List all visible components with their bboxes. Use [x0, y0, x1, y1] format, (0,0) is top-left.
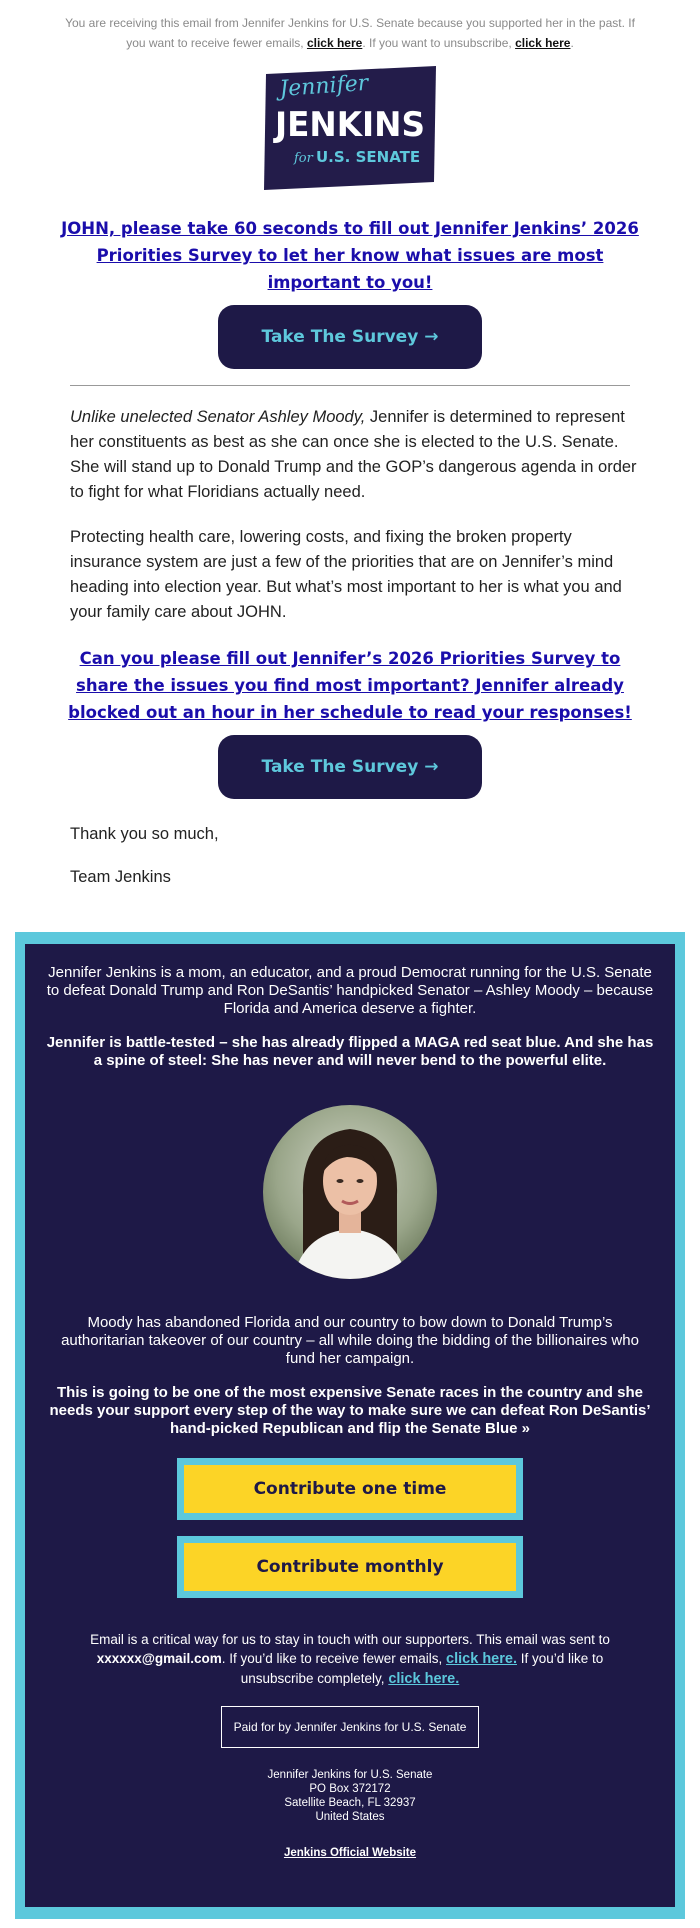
email-notice-text-2: . If you’d like to receive fewer emails,: [221, 1651, 447, 1666]
footer-unsubscribe-link[interactable]: click here.: [388, 1671, 460, 1687]
footer-intro: Jennifer Jenkins is a mom, an educator, and a proud Democrat running for the U.S. Senate to defeat Donald Trump and Ron DeSantis’ handpicked Senator – Ashley Moody – because Florida and America deserve a fighter.: [46, 964, 654, 1017]
footer-battle-tested: Jennifer is battle-tested – she has already flipped a MAGA red seat blue. And she has a spine of steel: She has never and will never bend to the powerful elite.: [46, 1034, 654, 1069]
signoff-team: Team Jenkins: [70, 868, 171, 886]
contribute-one-time-button[interactable]: Contribute one time: [177, 1458, 523, 1520]
logo-script-name: Jennifer: [278, 70, 370, 102]
body-paragraph-1-emphasis: Unlike unelected Senator Ashley Moody,: [70, 408, 366, 426]
footer-fewer-emails-link[interactable]: click here.: [446, 1651, 517, 1667]
preheader-text-3: .: [570, 36, 574, 50]
campaign-logo[interactable]: [260, 66, 440, 190]
body-paragraph-1-text: Jennifer is determined to represent her constituents as best as she can once she is elected to the U.S. Senate. She will stand up to Donald Trump and the GOP’s dangerous agenda in order to fight for what Floridians actually need.: [70, 408, 637, 501]
address-line: United States: [315, 1811, 385, 1823]
footer-moody: Moody has abandoned Florida and our country to bow down to Donald Trump’s authoritarian takeover of our country – all while doing the bidding of the billionaires who fund her campaign.: [61, 1314, 639, 1367]
logo-tagline-office: U.S. SENATE: [316, 148, 421, 166]
footer-email-notice: [65, 1630, 635, 1689]
logo-surname: JENKINS: [273, 105, 425, 145]
footer-panel: [25, 944, 675, 1907]
preheader: [60, 13, 640, 53]
address-line: Jennifer Jenkins for U.S. Senate: [267, 1769, 433, 1781]
take-survey-button-1[interactable]: Take The Survey →: [218, 305, 482, 369]
email-notice-text-1: Email is a critical way for us to stay in touch with our supporters. This email was sent to: [90, 1632, 610, 1647]
divider: [70, 385, 630, 386]
footer-expensive-race: This is going to be one of the most expensive Senate races in the country and she needs your support every step of the way to make sure we can defeat Ron DeSantis’ hand-picked Republican and flip the Senate Blue »: [49, 1384, 651, 1437]
survey-headline-link-1[interactable]: JOHN, please take 60 seconds to fill out Jennifer Jenkins’ 2026 Priorities Survey to let her know what issues are most important to you!: [61, 219, 639, 292]
contribute-monthly-button[interactable]: Contribute monthly: [177, 1536, 523, 1598]
paid-for-box: Paid for by Jennifer Jenkins for U.S. Senate: [221, 1706, 479, 1748]
address-line: Satellite Beach, FL 32937: [284, 1797, 416, 1809]
body-paragraph-2: Protecting health care, lowering costs, and fixing the broken property insurance system are just a few of the priorities that are on Jennifer’s mind heading into election year. But what’s most important to her is what you and your family care about JOHN.: [70, 528, 622, 621]
survey-headline-link-2[interactable]: Can you please fill out Jennifer’s 2026 Priorities Survey to share the issues you find most important? Jennifer already blocked out an hour in her schedule to read your responses!: [68, 649, 632, 722]
preheader-text-2: . If you want to unsubscribe,: [362, 36, 516, 50]
email-notice-text-3: If you’d like to unsubscribe completely,: [240, 1651, 604, 1686]
signoff-thanks: Thank you so much,: [70, 825, 219, 843]
unsubscribe-link[interactable]: click here: [515, 36, 571, 50]
recipient-email: xxxxxx@gmail.com: [96, 1651, 222, 1666]
take-survey-button-2[interactable]: Take The Survey →: [218, 735, 482, 799]
official-website-link[interactable]: Jenkins Official Website: [283, 1847, 417, 1859]
portrait-photo-icon: [263, 1105, 437, 1279]
logo-tagline-for: for: [294, 151, 313, 166]
address-line: PO Box 372172: [309, 1783, 391, 1795]
mailing-address: [65, 1768, 635, 1824]
fewer-emails-link[interactable]: click here: [306, 36, 363, 50]
preheader-text-1: You are receiving this email from Jennifer Jenkins for U.S. Senate because you supported her in the past. If you want to receive fewer emails,: [65, 16, 635, 50]
body-paragraph-1: [70, 405, 640, 505]
